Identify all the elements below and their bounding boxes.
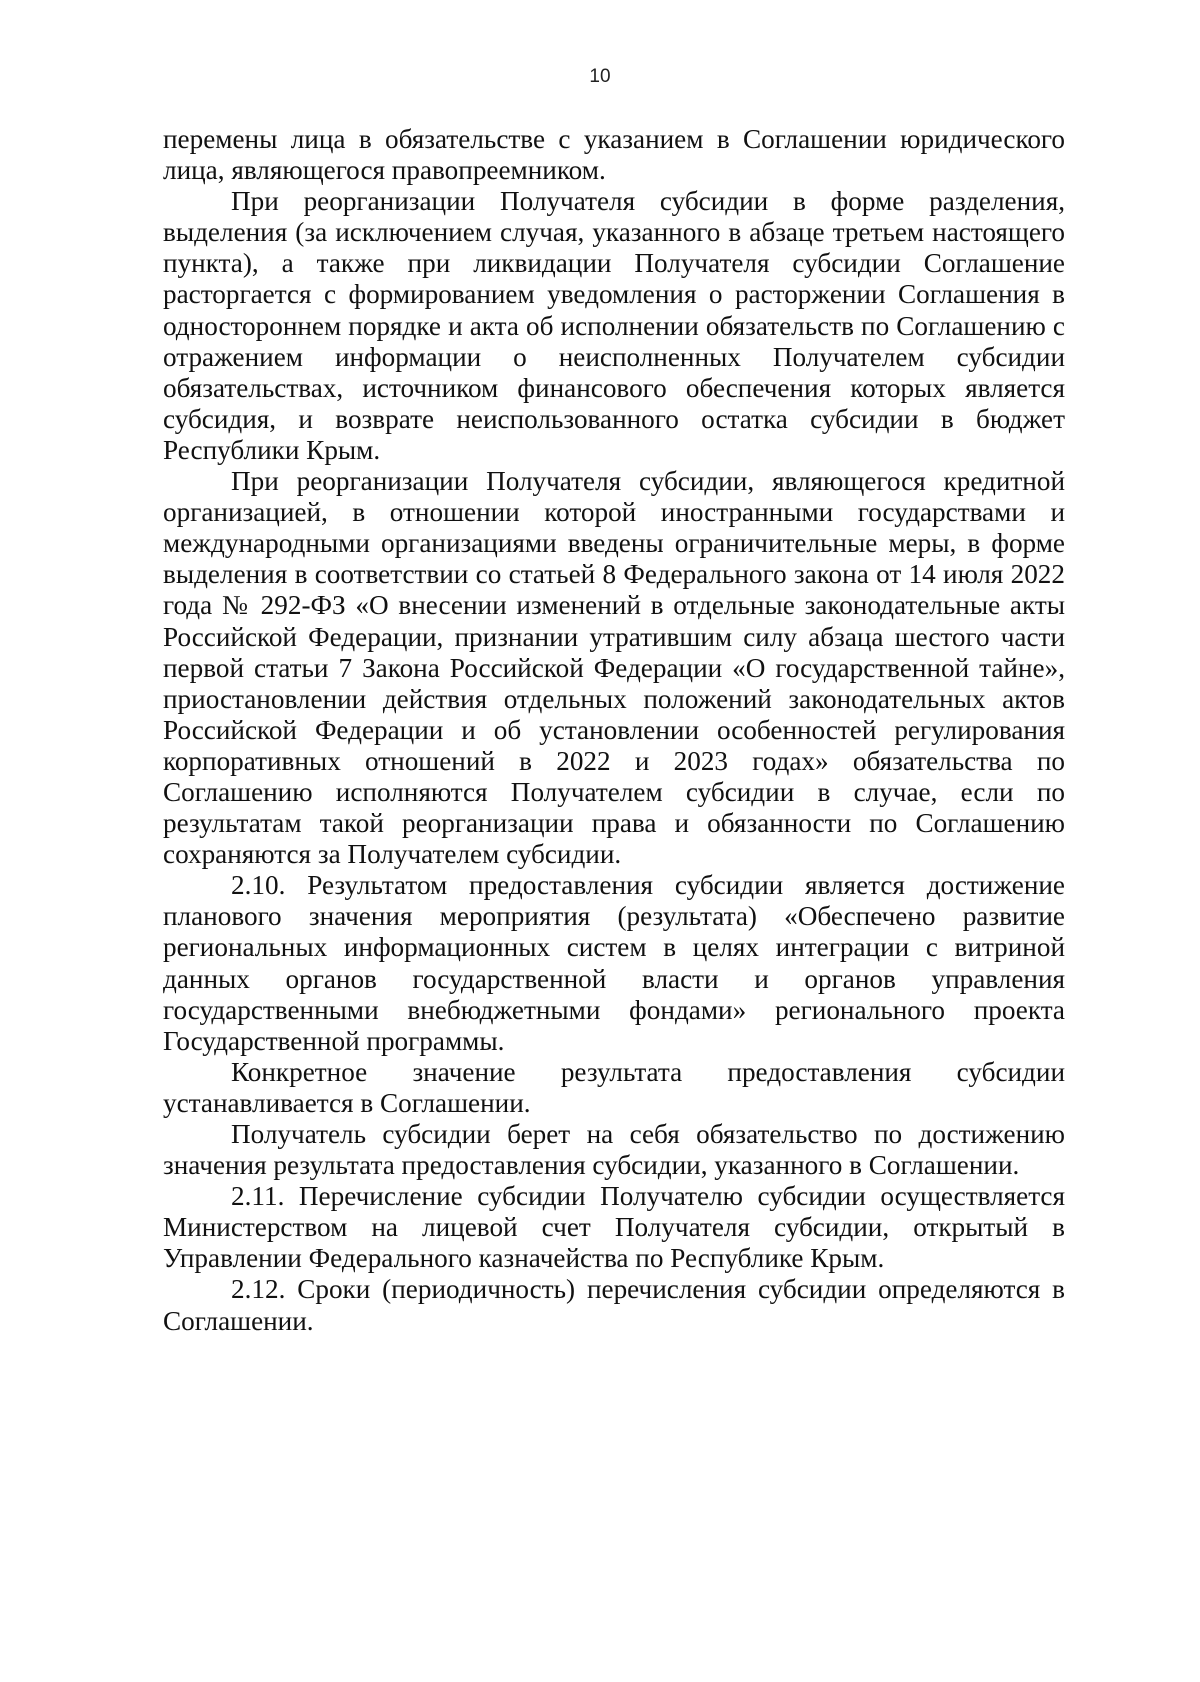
paragraph-specific-value: Конкретное значение результата предоставления субсидии устанавливается в Соглашении. xyxy=(163,1056,1065,1118)
document-body xyxy=(163,124,1065,1337)
page-number: 10 xyxy=(589,66,611,87)
paragraph-2-12-terms: 2.12. Сроки (периодичность) перечисления субсидии определяются в Соглашении. xyxy=(163,1274,1065,1336)
paragraph-recipient-obligation: Получатель субсидии берет на себя обязательство по достижению значения результата предоставления субсидии, указанного в Соглашении. xyxy=(163,1119,1065,1181)
paragraph-2-10-result: 2.10. Результатом предоставления субсидии является достижение планового значения мероприятия (результата) «Обеспечено развитие региональных информационных систем в целях интеграции с витриной данных органов государственной власти и органов управления государственными внебюджетными фондами» регионального проекта Государственной программы. xyxy=(163,870,1065,1056)
paragraph-continuation: перемены лица в обязательстве с указанием в Соглашении юридического лица, являющегося правопреемником. xyxy=(163,124,1065,186)
paragraph-reorganization-credit-organization: При реорганизации Получателя субсидии, являющегося кредитной организацией, в отношении которой иностранными государствами и международными организациями введены ограничительные меры, в форме выделения в соответствии со статьей 8 Федерального закона от 14 июля 2022 года № 292-ФЗ «О внесении изменений в отдельные законодательные акты Российской Федерации, признании утратившим силу абзаца шестого части первой статьи 7 Закона Российской Федерации «О государственной тайне», приостановлении действия отдельных положений законодательных актов Российской Федерации и об установлении особенностей регулирования корпоративных отношений в 2022 и 2023 годах» обязательства по Соглашению исполняются Получателем субсидии в случае, если по результатам такой реорганизации права и обязанности по Соглашению сохраняются за Получателем субсидии. xyxy=(163,466,1065,870)
paragraph-2-11-transfer: 2.11. Перечисление субсидии Получателю субсидии осуществляется Министерством на лицевой счет Получателя субсидии, открытый в Управлении Федерального казначейства по Республике Крым. xyxy=(163,1181,1065,1274)
paragraph-reorganization-division: При реорганизации Получателя субсидии в форме разделения, выделения (за исключением случая, указанного в абзаце третьем настоящего пункта), а также при ликвидации Получателя субсидии Соглашение расторгается с формированием уведомления о расторжении Соглашения в одностороннем порядке и акта об исполнении обязательств по Соглашению с отражением информации о неисполненных Получателем субсидии обязательствах, источником финансового обеспечения которых является субсидия, и возврате неиспользованного остатка субсидии в бюджет Республики Крым. xyxy=(163,186,1065,465)
